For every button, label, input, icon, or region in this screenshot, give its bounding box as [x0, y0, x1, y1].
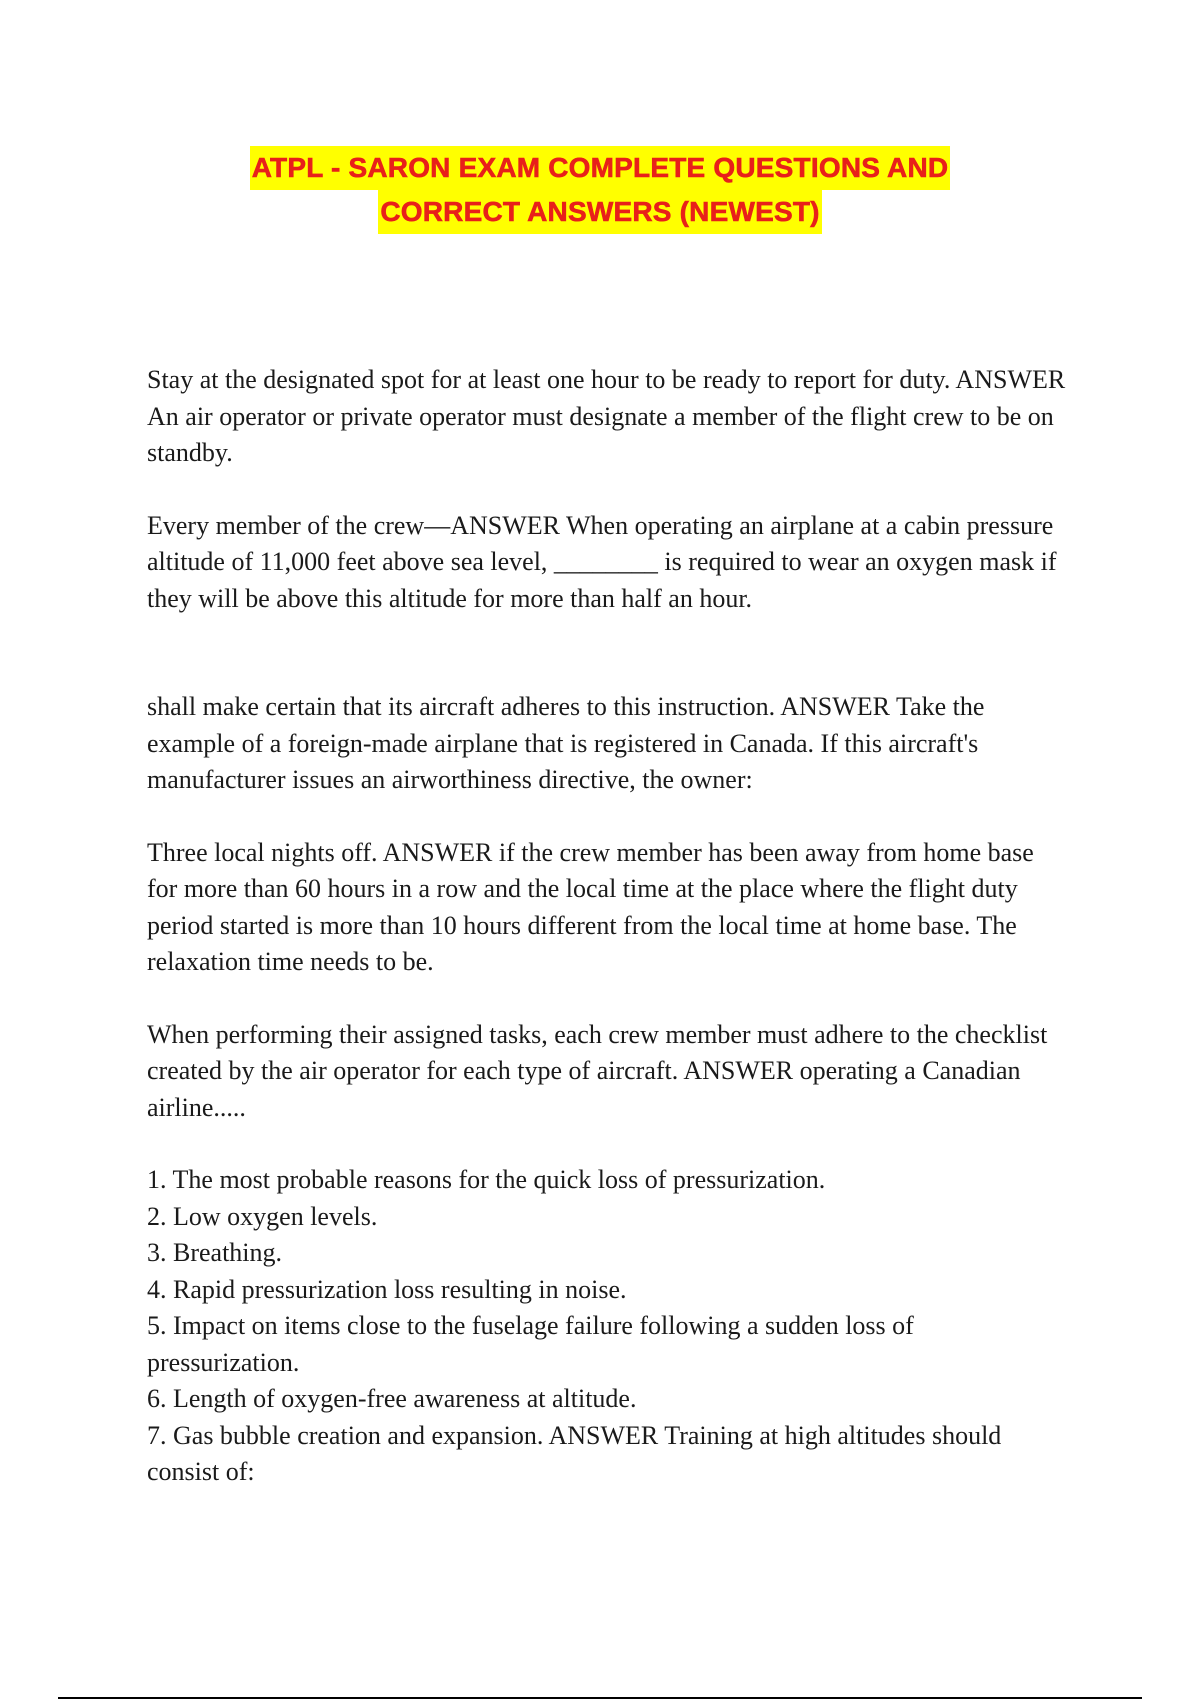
list-item: 4. Rapid pressurization loss resulting in noise. [147, 1274, 627, 1304]
title-line-2: CORRECT ANSWERS (NEWEST) [378, 190, 821, 234]
paragraph-3: shall make certain that its aircraft adheres to this instruction. ANSWER Take the example of a foreign-made airplane that is registered in Canada. If this aircraft's manufacturer issues an airworthiness directive, the owner: [147, 692, 985, 794]
paragraph-5: When performing their assigned tasks, each crew member must adhere to the checklist created by the air operator for each type of aircraft. ANSWER operating a Canadian airline..... [147, 1019, 1048, 1122]
list-item: 2. Low oxygen levels. [147, 1201, 378, 1231]
list-item: 3. Breathing. [147, 1238, 283, 1267]
list-item: 6. Length of oxygen-free awareness at altitude. [147, 1384, 637, 1413]
list-item: 1. The most probable reasons for the quick loss of pressurization. [147, 1165, 826, 1194]
paragraph-2: Every member of the crew—ANSWER When operating an airplane at a cabin pressure altitude of 11,000 feet above sea level, ________ is required to wear an oxygen mask if they will be above this altitude for more than half an hour. [147, 510, 1057, 613]
document-title [0, 146, 1200, 234]
page-bottom-divider [58, 1697, 1142, 1699]
paragraph-4: Three local nights off. ANSWER if the crew member has been away from home base for more than 60 hours in a row and the local time at the place where the flight duty period started is more than 10 hours different from the local time at home base. The relaxation time needs to be. [147, 837, 1034, 976]
document-body [147, 362, 1067, 1491]
numbered-list [147, 1162, 1067, 1491]
title-line-1: ATPL - SARON EXAM COMPLETE QUESTIONS AND [250, 146, 951, 190]
list-item: 5. Impact on items close to the fuselage failure following a sudden loss of pressurization. [147, 1311, 914, 1377]
list-item: 7. Gas bubble creation and expansion. ANSWER Training at high altitudes should consist of: [147, 1420, 1002, 1486]
paragraph-1: Stay at the designated spot for at least one hour to be ready to report for duty. ANSWER An air operator or private operator must designate a member of the flight crew to be on standby. [147, 365, 1066, 467]
